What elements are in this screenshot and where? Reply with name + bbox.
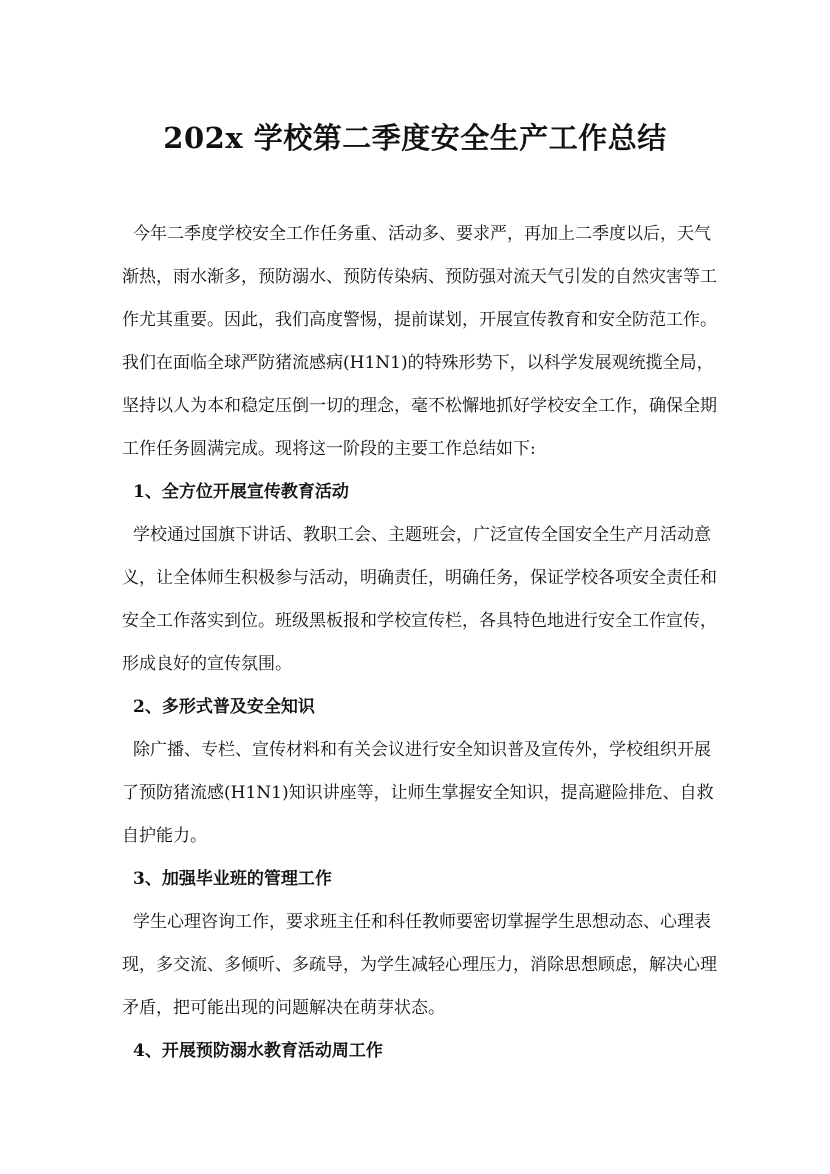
section-paragraph: [122, 521, 717, 693]
text-line: 坚持以人为本和稳定压倒一切的理念，毫不松懈地抓好学校安全工作，确保全期: [122, 396, 717, 416]
text-line: 义，让全体师生积极参与活动，明确责任，明确任务，保证学校各项安全责任和: [122, 568, 717, 588]
text-line: 安全工作落实到位。班级黑板报和学校宣传栏，各具特色地进行安全工作宣传，: [122, 611, 717, 631]
text-line: 了预防猪流感(H1N1)知识讲座等，让师生掌握安全知识，提高避险排危、自救: [122, 783, 714, 803]
intro-paragraph: [122, 220, 717, 478]
text-line: 形成良好的宣传氛围。: [122, 654, 292, 674]
section-heading: 2、多形式普及安全知识: [133, 697, 315, 717]
section-heading: 3、加强毕业班的管理工作: [133, 869, 332, 889]
text-line: 矛盾，把可能出现的问题解决在萌芽状态。: [122, 998, 445, 1018]
text-line: 工作任务圆满完成。现将这一阶段的主要工作总结如下:: [122, 439, 536, 459]
section-heading: 1、全方位开展宣传教育活动: [133, 482, 349, 502]
text-line: 今年二季度学校安全工作任务重、活动多、要求严，再加上二季度以后，天气: [133, 224, 711, 244]
text-line: 学校通过国旗下讲话、教职工会、主题班会，广泛宣传全国安全生产月活动意: [133, 525, 711, 545]
text-line: 作尤其重要。因此，我们高度警惕，提前谋划，开展宣传教育和安全防范工作。: [122, 310, 717, 330]
document-title: 202x 学校第二季度安全生产工作总结: [163, 121, 667, 155]
section-paragraph: [122, 908, 717, 1037]
text-line: 渐热，雨水渐多，预防溺水、预防传染病、预防强对流天气引发的自然灾害等工: [122, 267, 717, 287]
text-line: 现，多交流、多倾听、多疏导，为学生减轻心理压力，消除思想顾虑，解决心理: [122, 955, 717, 975]
text-line: 自护能力。: [122, 826, 207, 846]
text-line: 除广播、专栏、宣传材料和有关会议进行安全知识普及宣传外，学校组织开展: [133, 740, 711, 760]
document-body: [122, 220, 717, 1080]
section-paragraph: [122, 736, 712, 865]
text-line: 我们在面临全球严防猪流感病(H1N1)的特殊形势下，以科学发展观统揽全局，: [122, 353, 714, 373]
section-heading: 4、开展预防溺水教育活动周工作: [133, 1041, 383, 1061]
text-line: 学生心理咨询工作，要求班主任和科任教师要密切掌握学生思想动态、心理表: [133, 912, 711, 932]
